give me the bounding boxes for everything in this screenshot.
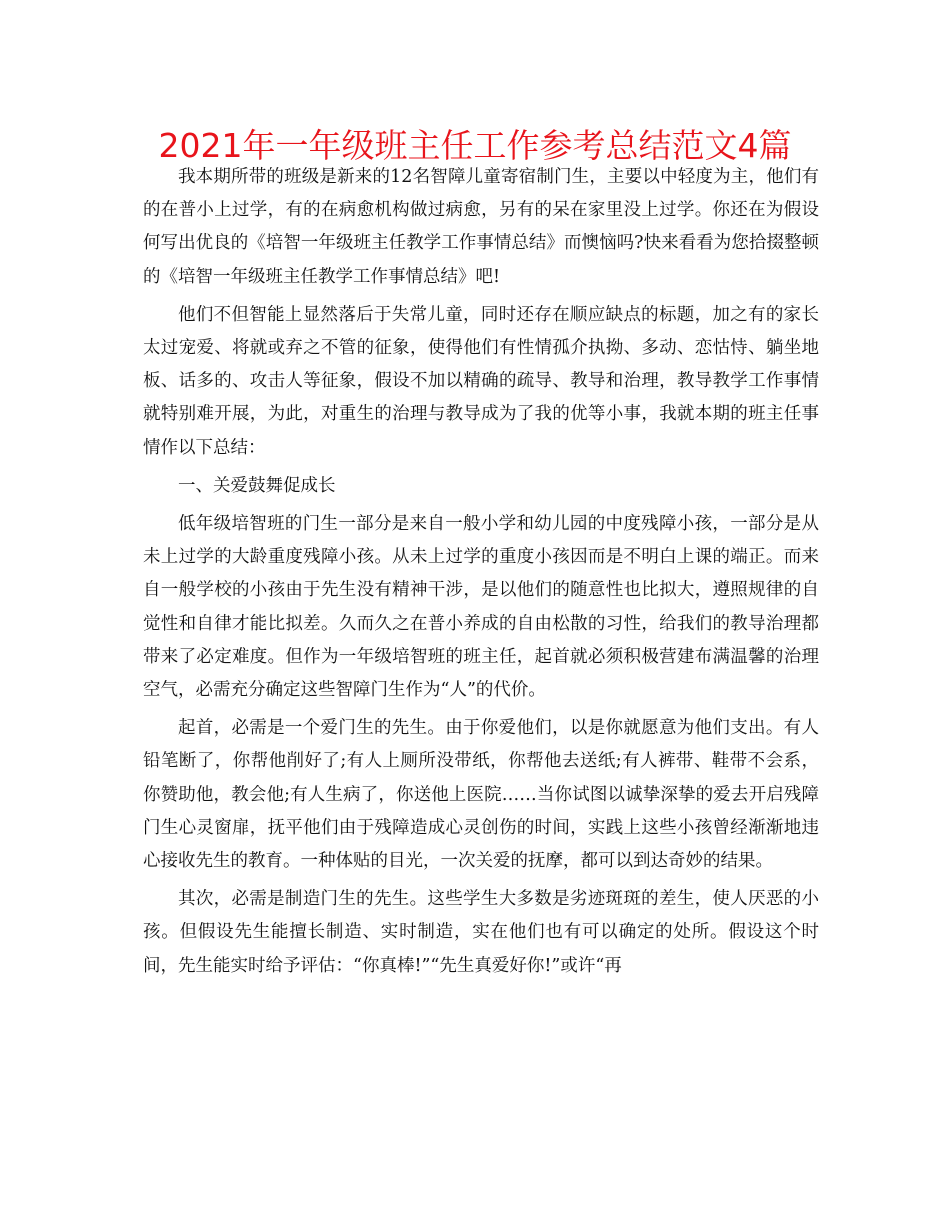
paragraph: 起首，必需是一个爱门生的先生。由于你爱他们，以是你就愿意为他们支出。有人铅笔断了，你帮他削好了;有人上厕所没带纸，你帮他去送纸;有人裤带、鞋带不会系，你赞助他，教会他;有人生病了，你送他上医院……当你试图以诚挚深挚的爱去开启残障门生心灵窗扉，抚平他们由于残障造成心灵创伤的时间，实践上这些小孩曾经渐渐地违心接收先生的教育。一种体贴的目光，一次关爱的抚摩，都可以到达奇妙的结果。 [143, 718, 819, 872]
document-body [143, 161, 819, 988]
section-heading: 一、关爱鼓舞促成长 [178, 475, 336, 496]
document-title: 2021年一年级班主任工作参考总结范文4篇 [158, 126, 792, 165]
paragraph: 我本期所带的班级是新来的12名智障儿童寄宿制门生，主要以中轻度为主，他们有的在普小上过学，有的在病愈机构做过病愈，另有的呆在家里没上过学。你还在为假设何写出优良的《培智一年级班主任教学工作事情总结》而懊恼吗?快来看看为您拾掇整顿的《培智一年级班主任教学工作事情总结》吧! [143, 167, 819, 287]
paragraph: 低年级培智班的门生一部分是来自一般小学和幼儿园的中度残障小孩，一部分是从未上过学的大龄重度残障小孩。从未上过学的重度小孩因而是不明白上课的端正。而来自一般学校的小孩由于先生没有精神干涉，是以他们的随意性也比拟大，遵照规律的自觉性和自律才能比拟差。久而久之在普小养成的自由松散的习性，给我们的教导治理都带来了必定难度。但作为一年级培智班的班主任，起首就必须积极营建布满温馨的治理空气，必需充分确定这些智障门生作为“人”的代价。 [143, 514, 819, 701]
paragraph: 其次，必需是制造门生的先生。这些学生大多数是劣迹斑斑的差生，使人厌恶的小孩。但假设先生能擅长制造、实时制造，实在他们也有可以确定的处所。假设这个时间，先生能实时给予评估：“你真棒!”“先生真爱好你!”或许“再 [143, 889, 819, 976]
paragraph: 他们不但智能上显然落后于失常儿童，同时还存在顺应缺点的标题，加之有的家长太过宠爱、将就或弃之不管的征象，使得他们有性情孤介执拗、多动、恋怙恃、躺坐地板、话多的、攻击人等征象，假设不加以精确的疏导、教导和治理，教导教学工作事情就特别难开展，为此，对重生的治理与教导成为了我的优等小事，我就本期的班主任事情作以下总结： [143, 304, 819, 458]
